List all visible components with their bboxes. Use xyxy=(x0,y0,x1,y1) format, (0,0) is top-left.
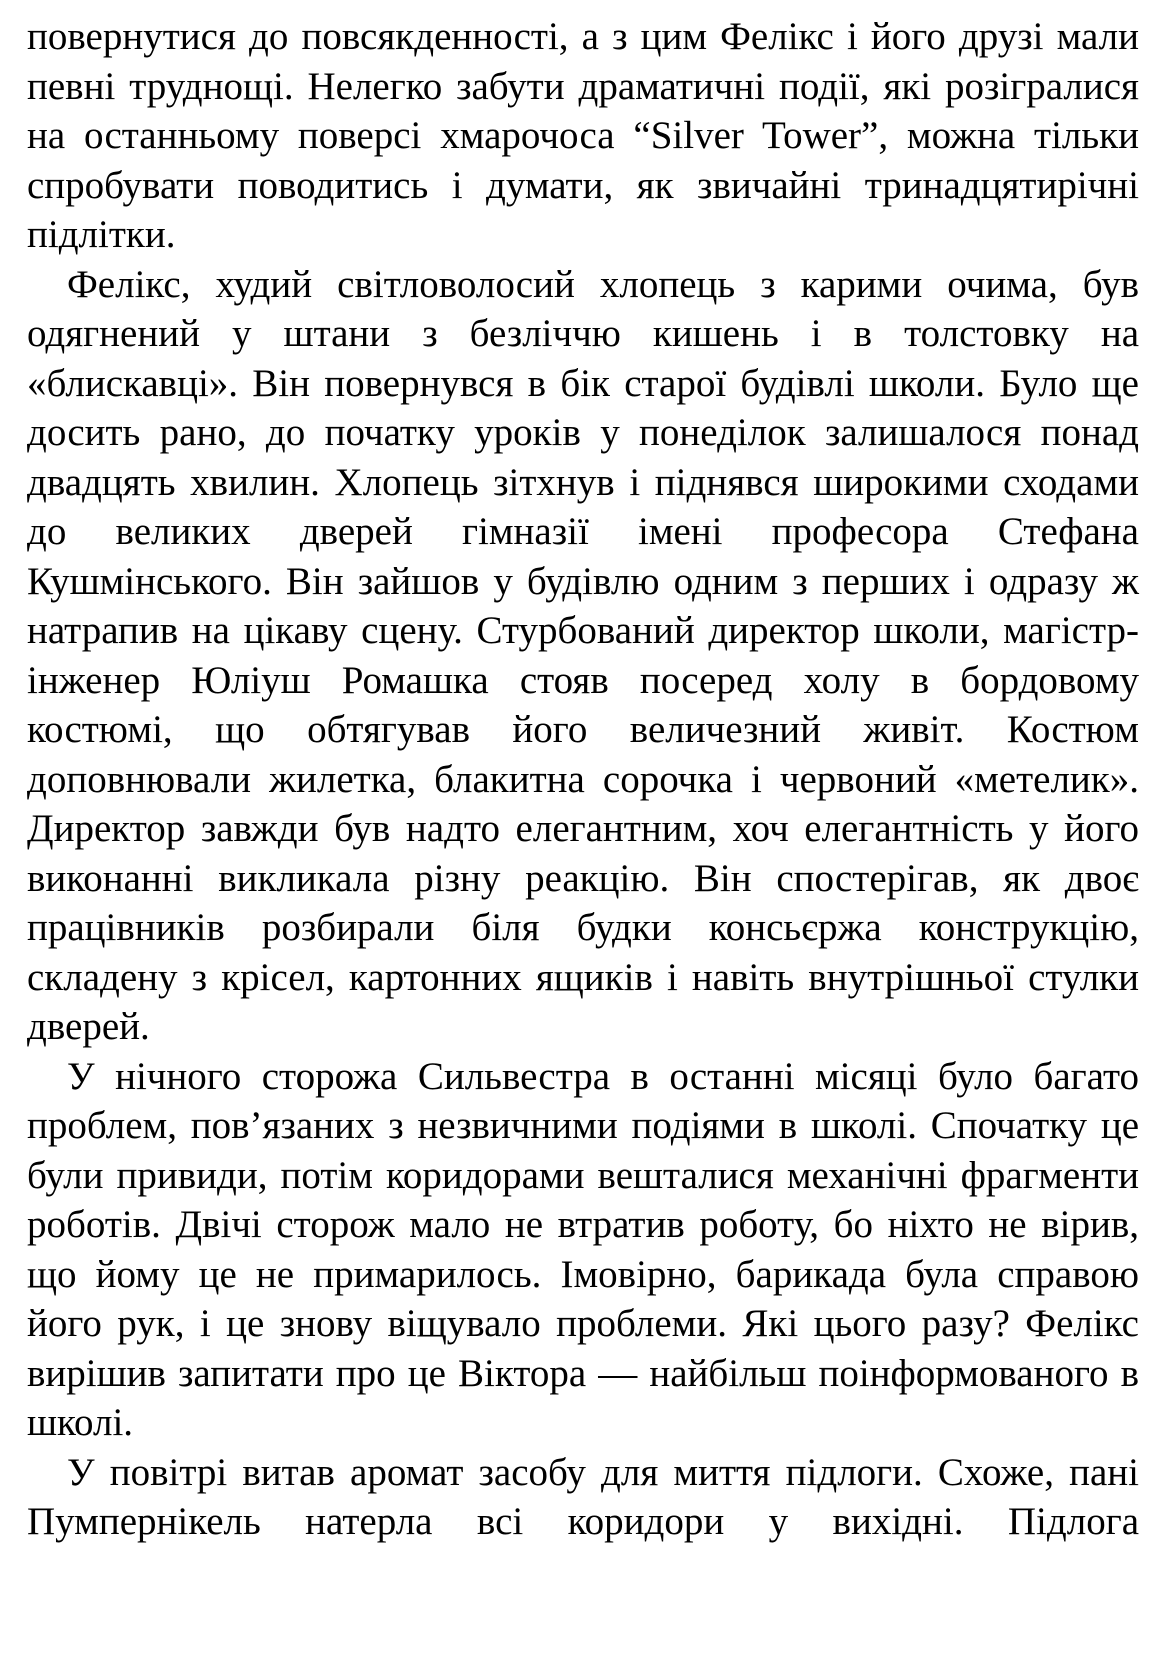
document-page xyxy=(27,12,1139,1547)
paragraph-3: У нічного сторожа Сильвестра в останні місяці було багато проблем, пов’язаних з незвичними подіями в школі. Спочатку це були привиди, потім коридорами вешталися механічні фрагменти роботів. Двічі сторож мало не втратив роботу, бо ніхто не вірив, що йому це не примарилось. Імовірно, барикада була справою його рук, і це знову віщувало проблеми. Які цього разу? Фелікс вирішив запитати про це Віктора — найбільш поінформованого в школі. xyxy=(27,1054,1139,1444)
paragraph-4: У повітрі витав аромат засобу для миття підлоги. Схоже, пані Пумпернікель натерла всі коридори у вихідні. Підлога xyxy=(27,1450,1139,1543)
paragraph-2: Фелікс, худий світловолосий хлопець з карими очима, був одягнений у штани з безліччю кишень і в толстовку на «блискавці». Він повернувся в бік старої будівлі школи. Було ще досить рано, до початку уроків у понеділок залишалося понад двадцять хвилин. Хлопець зітхнув і піднявся широкими сходами до великих дверей гімназії імені професора Стефана Кушмінського. Він зайшов у будівлю одним з перших і одразу ж натрапив на цікаву сцену. Стурбований директор школи, магістр-інженер Юліуш Ромашка стояв посеред холу в бордовому костюмі, що обтягував його величезний живіт. Костюм доповнювали жилетка, блакитна сорочка і червоний «метелик». Директор завжди був надто елегантним, хоч елегантність у його виконанні викликала різну реакцію. Він спостерігав, як двоє працівників розбирали біля будки консьєржа конструкцію, складену з крісел, картонних ящиків і навіть внутрішньої стулки дверей. xyxy=(27,262,1139,1048)
paragraph-1: повернутися до повсякденності, а з цим Фелікс і його друзі мали певні труднощі. Нелегко забути драматичні події, які розігралися на останньому поверсі хмарочоса “Silver Tower”, можна тільки спробувати поводитись і думати, як звичайні тринадцятирічні підлітки. xyxy=(27,15,1139,256)
